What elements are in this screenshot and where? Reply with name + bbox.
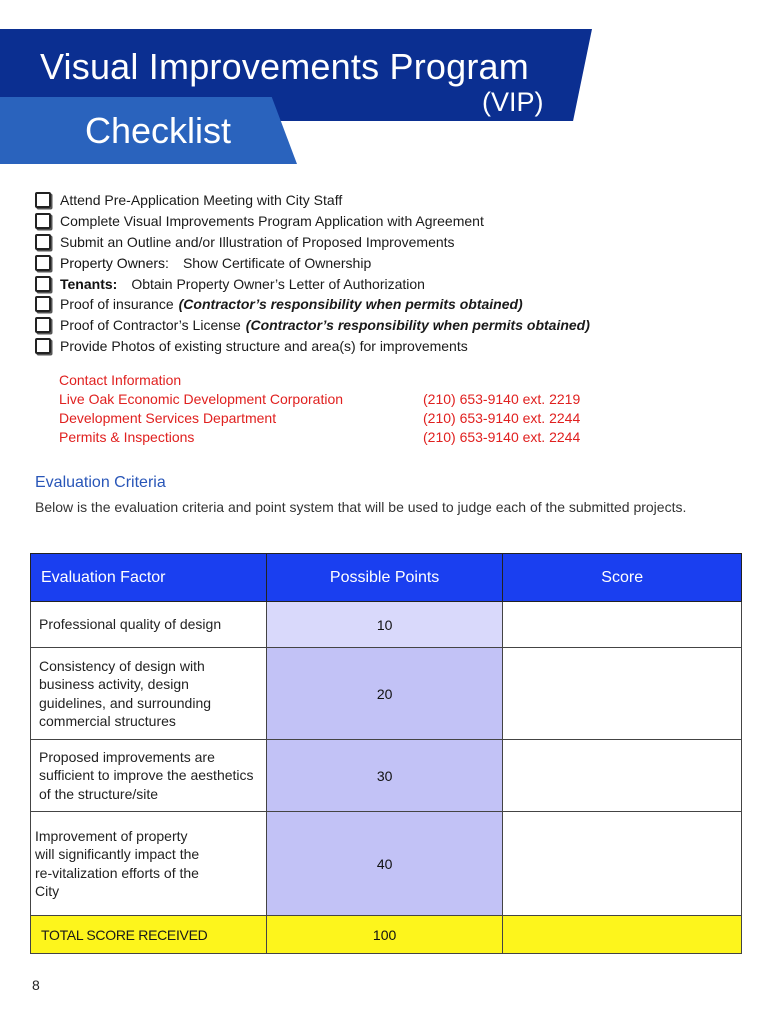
checkbox-icon[interactable] bbox=[35, 338, 51, 354]
checkbox-icon[interactable] bbox=[35, 317, 51, 333]
checklist-item-text: Submit an Outline and/or Illustration of Proposed Improvements bbox=[60, 233, 455, 250]
points-cell: 10 bbox=[266, 602, 503, 648]
table-row bbox=[31, 648, 742, 740]
contact-phone: (210) 653-9140 ext. 2244 bbox=[423, 429, 581, 445]
checklist-item-text: Complete Visual Improvements Program Application with Agreement bbox=[60, 213, 484, 230]
checklist-item-lead: Property Owners: bbox=[60, 254, 169, 271]
checklist-item-text: Proof of insurance bbox=[60, 296, 174, 313]
checklist-item-text: Obtain Property Owner’s Letter of Authorization bbox=[131, 275, 425, 292]
points-cell: 30 bbox=[266, 740, 503, 812]
score-cell[interactable] bbox=[503, 740, 742, 812]
table-row bbox=[31, 812, 742, 916]
checklist-item-text: Proof of Contractor’s License bbox=[60, 317, 241, 334]
table-row bbox=[31, 740, 742, 812]
contact-entry bbox=[59, 429, 581, 448]
total-points: 100 bbox=[266, 916, 503, 954]
score-cell[interactable] bbox=[503, 812, 742, 916]
checklist-item-lead: Tenants: bbox=[60, 275, 118, 292]
checklist-item bbox=[35, 336, 590, 357]
points-cell: 40 bbox=[266, 812, 503, 916]
contact-name: Live Oak Economic Development Corporation bbox=[59, 391, 344, 407]
factor-cell: Consistency of design with business activity, design guidelines, and surrounding commercial structures bbox=[31, 648, 267, 740]
total-row bbox=[31, 916, 742, 954]
contact-phone: (210) 653-9140 ext. 2244 bbox=[423, 410, 581, 426]
checklist-item bbox=[35, 211, 590, 232]
points-cell: 20 bbox=[266, 648, 503, 740]
checklist-item bbox=[35, 315, 590, 336]
checklist-item-text: Attend Pre-Application Meeting with City Staff bbox=[60, 192, 343, 209]
evaluation-heading: Evaluation Criteria bbox=[35, 474, 166, 491]
contact-phone: (210) 653-9140 ext. 2219 bbox=[423, 391, 581, 407]
checkbox-icon[interactable] bbox=[35, 296, 51, 312]
checklist-item bbox=[35, 232, 590, 253]
contact-entry bbox=[59, 391, 581, 410]
contact-heading: Contact Information bbox=[59, 372, 182, 388]
checklist-item bbox=[35, 252, 590, 273]
checklist-item bbox=[35, 294, 590, 315]
checklist-item-note: (Contractor’s responsibility when permits obtained) bbox=[178, 296, 523, 313]
contact-name: Permits & Inspections bbox=[59, 429, 195, 445]
page-subtitle: Checklist bbox=[85, 110, 232, 151]
total-label: TOTAL SCORE RECEIVED bbox=[31, 916, 267, 954]
page-title: Visual Improvements Program bbox=[40, 46, 529, 87]
page-title-acronym: (VIP) bbox=[482, 87, 544, 117]
checklist-item-note: (Contractor’s responsibility when permits obtained) bbox=[245, 317, 590, 334]
checkbox-icon[interactable] bbox=[35, 255, 51, 271]
contact-name: Development Services Department bbox=[59, 410, 277, 426]
checklist-item bbox=[35, 190, 590, 211]
checkbox-icon[interactable] bbox=[35, 213, 51, 229]
table-header-row bbox=[31, 554, 742, 602]
factor-cell: Improvement of property will significantly impact the re-vitalization efforts of the City bbox=[31, 812, 267, 916]
score-cell[interactable] bbox=[503, 648, 742, 740]
checklist-item-text: Provide Photos of existing structure and area(s) for improvements bbox=[60, 337, 468, 354]
page-number: 8 bbox=[32, 977, 40, 993]
checkbox-icon[interactable] bbox=[35, 276, 51, 292]
evaluation-table bbox=[30, 553, 742, 954]
evaluation-description: Below is the evaluation criteria and point system that will be used to judge each of the submitted projects. bbox=[35, 499, 687, 515]
factor-cell: Proposed improvements are sufficient to improve the aesthetics of the structure/site bbox=[31, 740, 267, 812]
checklist-item bbox=[35, 273, 590, 294]
column-header-points: Possible Points bbox=[266, 554, 503, 602]
contact-information bbox=[59, 372, 581, 448]
checklist bbox=[35, 190, 590, 356]
table-row bbox=[31, 602, 742, 648]
checklist-item-text: Show Certificate of Ownership bbox=[182, 254, 372, 271]
checkbox-icon[interactable] bbox=[35, 234, 51, 250]
contact-entry bbox=[59, 410, 581, 429]
factor-cell: Professional quality of design bbox=[31, 602, 267, 648]
total-score[interactable] bbox=[503, 916, 742, 954]
score-cell[interactable] bbox=[503, 602, 742, 648]
column-header-factor: Evaluation Factor bbox=[31, 554, 267, 602]
column-header-score: Score bbox=[503, 554, 742, 602]
checkbox-icon[interactable] bbox=[35, 192, 51, 208]
